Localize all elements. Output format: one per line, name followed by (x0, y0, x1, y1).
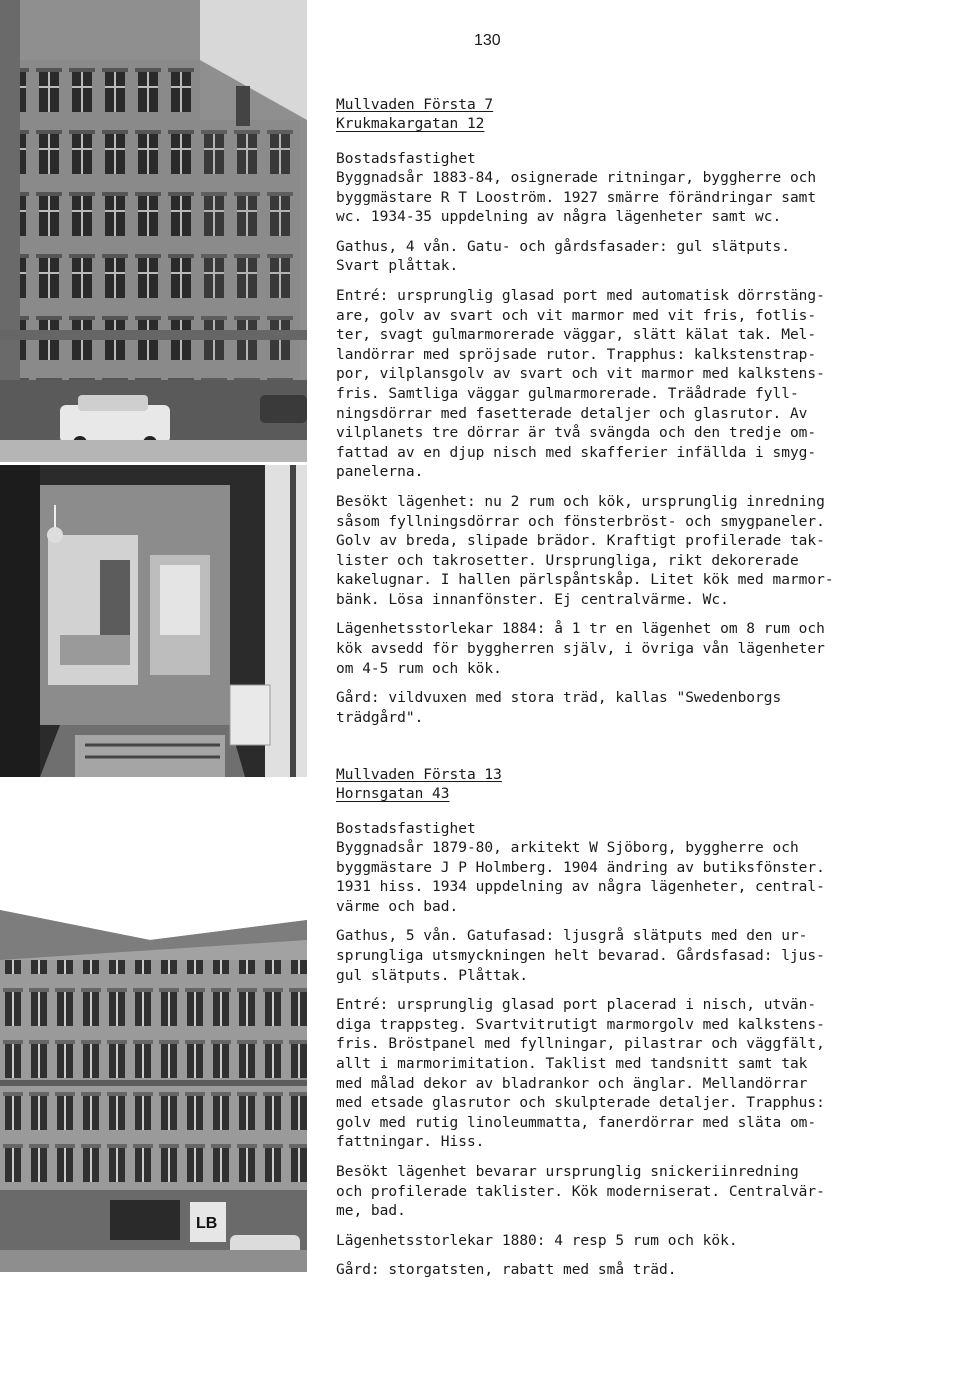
text-line: por, vilplansgolv av svart och vit marmor med kalkstens- (336, 366, 825, 383)
text-line: allt i marmorimitation. Taklist med tandsnitt samt tak (336, 1055, 808, 1072)
text-line: fattningar. Hiss. (336, 1134, 485, 1151)
property-designation: Mullvaden Första 13 (336, 767, 502, 783)
interior-photo-apartment (0, 465, 307, 777)
text-line: ter, svagt gulmarmorerade väggar, slätt kälat tak. Mel- (336, 327, 817, 344)
text-line: kök avsedd för byggherren själv, i övriga vån lägenheter (336, 641, 825, 658)
paragraph-construction-history (336, 839, 936, 917)
text-line: lister och takrosetter. Ursprungliga, rikt dekorerade (336, 552, 799, 569)
text-line: fattad av en djup nisch med skafferier infällda i smyg- (336, 444, 817, 461)
text-line: Golv av breda, slipade brädor. Kraftigt profilerade tak- (336, 533, 825, 550)
paragraph-courtyard (336, 1261, 936, 1281)
paragraph-visited-apartment (336, 493, 936, 611)
facade-photo-hornsgatan (0, 880, 307, 1272)
text-line: Besökt lägenhet: nu 2 rum och kök, ursprunglig inredning (336, 493, 825, 510)
page-number: 130 (474, 32, 501, 49)
text-line: bänk. Lösa innanfönster. Ej centralvärme. Wc. (336, 591, 729, 608)
text-line: me, bad. (336, 1203, 406, 1220)
text-line: Entré: ursprunglig glasad port placerad i nisch, utvän- (336, 997, 817, 1014)
paragraph-apartment-sizes (336, 1232, 936, 1252)
text-line: fris. Samtliga väggar gulmarmorerade. Träådrade fyll- (336, 385, 799, 402)
text-line: landörrar med spröjsade rutor. Trapphus: kalkstenstrap- (336, 346, 817, 363)
text-line: diga trappsteg. Svartvitrutigt marmorgolv med kalkstens- (336, 1016, 825, 1033)
text-line: panelerna. (336, 464, 424, 481)
text-line: Lägenhetsstorlekar 1880: 4 resp 5 rum och kök. (336, 1232, 738, 1249)
text-line: byggmästare R T Looström. 1927 smärre förändringar samt (336, 189, 817, 206)
text-line: Gård: vildvuxen med stora träd, kallas "Swedenborgs (336, 690, 782, 707)
text-line: gul slätputs. Plåttak. (336, 967, 529, 984)
text-line: are, golv av svart och vit marmor med vit fris, fotlis- (336, 307, 817, 324)
paragraph-construction-history (336, 169, 936, 228)
property-type: Bostadsfastighet (336, 821, 476, 837)
paragraph-entrance (336, 996, 936, 1153)
shop-sign-text: LB (196, 1215, 218, 1232)
paragraph-facade (336, 927, 936, 986)
text-line: Gathus, 4 vån. Gatu- och gårdsfasader: gul slätputs. (336, 238, 790, 255)
text-line: byggmästare J P Holmberg. 1904 ändring av butiksfönster. (336, 859, 825, 876)
paragraph-visited-apartment (336, 1163, 936, 1222)
text-line: fris. Bröstpanel med fyllningar, pilastrar och väggfält, (336, 1036, 825, 1053)
property-address: Krukmakargatan 12 (336, 116, 485, 132)
text-line: Gård: storgatsten, rabatt med små träd. (336, 1262, 677, 1279)
text-line: Byggnadsår 1879-80, arkitekt W Sjöborg, byggherre och (336, 840, 799, 856)
text-line: Gathus, 5 vån. Gatufasad: ljusgrå slätputs med den ur- (336, 928, 808, 945)
property-entry-mullvaden-13 (336, 766, 936, 1281)
text-line: trädgård". (336, 709, 424, 726)
paragraph-facade (336, 238, 936, 277)
property-designation: Mullvaden Första 7 (336, 97, 494, 113)
text-line: wc. 1934-35 uppdelning av några lägenheter samt wc. (336, 209, 782, 226)
text-line: kakelugnar. I hallen pärlspåntskåp. Litet kök med marmor- (336, 572, 834, 589)
paragraph-courtyard (336, 689, 936, 728)
paragraph-entrance (336, 287, 936, 483)
paragraph-apartment-sizes (336, 620, 936, 679)
text-line: ningsdörrar med fasetterade detaljer och glasrutor. Av (336, 405, 808, 422)
text-line: Besökt lägenhet bevarar ursprunglig snickeriinredning (336, 1163, 799, 1180)
text-line: Byggnadsår 1883-84, osignerade ritningar, byggherre och (336, 170, 817, 186)
text-line: med etsade glasrutor och skulpterade detaljer. Trapphus: (336, 1095, 825, 1112)
text-line: värme och bad. (336, 898, 459, 915)
text-line: Svart plåttak. (336, 258, 459, 275)
property-entry-mullvaden-7 (336, 96, 936, 728)
property-address: Hornsgatan 43 (336, 786, 450, 802)
text-line: sprungliga utsmyckningen helt bevarad. Gårdsfasad: ljus- (336, 947, 825, 964)
text-line: vilplanets tre dörrar är två svängda och den tredje om- (336, 425, 817, 442)
text-line: Entré: ursprunglig glasad port med automatisk dörrstäng- (336, 287, 825, 304)
text-line: Lägenhetsstorlekar 1884: å 1 tr en lägenhet om 8 rum och (336, 621, 825, 638)
property-type: Bostadsfastighet (336, 151, 476, 167)
text-line: golv med rutig linoleummatta, fanerdörrar med släta om- (336, 1114, 817, 1131)
text-line: med målad dekor av bladrankor och änglar. Mellandörrar (336, 1075, 808, 1092)
text-line: såsom fyllningsdörrar och fönsterbröst- och smygpaneler. (336, 513, 825, 530)
text-line: om 4-5 rum och kök. (336, 660, 502, 677)
facade-photo-krukmakargatan (0, 0, 307, 462)
text-line: 1931 hiss. 1934 uppdelning av några lägenheter, central- (336, 879, 825, 896)
text-line: och profilerade taklister. Kök moderniserat. Centralvär- (336, 1183, 825, 1200)
